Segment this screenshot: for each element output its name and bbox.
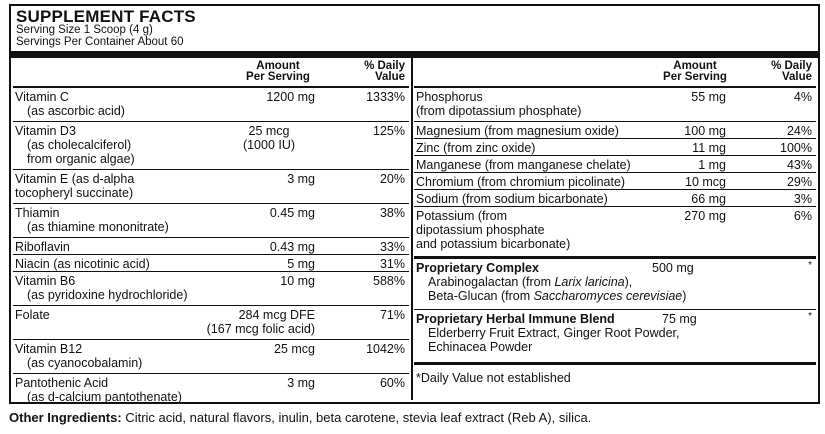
latin-name: Larix laricina	[554, 275, 625, 289]
amount-line1: 25 mcg	[248, 124, 290, 138]
nutrient-amount: 1 mg	[698, 158, 726, 172]
nutrient-dv: 3%	[793, 192, 812, 206]
nutrient-amount: 1200 mg	[266, 90, 315, 104]
left-column	[13, 58, 409, 408]
nutrient-name: Folate	[15, 308, 50, 322]
nutrient-sub: (as thiamine mononitrate)	[27, 220, 169, 234]
dv-header-line2: Value	[781, 71, 812, 83]
blend-dv: *	[808, 260, 812, 271]
text-part: ),	[624, 275, 633, 289]
nutrient-amount: 0.45 mg	[269, 206, 315, 220]
nutrient-sub: (from dipotassium phosphate)	[416, 104, 582, 118]
other-ingredients-label: Other Ingredients:	[9, 410, 122, 425]
nutrient-name: Vitamin E (as d-alpha	[15, 172, 135, 186]
nutrient-row-vitamin-b6	[13, 272, 409, 306]
blend-proprietary-complex	[414, 259, 816, 310]
nutrient-row-sodium	[414, 190, 816, 207]
amount-header	[640, 61, 750, 83]
nutrient-name: Pantothenic Acid	[15, 376, 109, 390]
nutrient-dv: 100%	[780, 141, 812, 155]
nutrient-name: Riboflavin	[15, 240, 70, 254]
blend-name: Proprietary Complex	[416, 261, 539, 275]
nutrient-dv: 33%	[379, 240, 405, 254]
nutrient-name: Vitamin C	[15, 90, 69, 104]
nutrient-sub: tocopheryl succinate)	[15, 186, 134, 200]
footnote: *Daily Value not established	[416, 371, 571, 385]
nutrient-amount: 11 mg	[692, 141, 726, 155]
other-ingredients-text: Citric acid, natural flavors, inulin, beta carotene, stevia leaf extract (Reb A), silica.	[121, 410, 592, 425]
nutrient-row-folate	[13, 306, 409, 340]
nutrient-name: Zinc (from zinc oxide)	[416, 141, 536, 155]
nutrient-row-manganese	[414, 156, 816, 173]
nutrient-dv: 24%	[786, 124, 812, 138]
dv-header-line2: Value	[374, 71, 405, 83]
nutrient-dv: 1042%	[366, 342, 405, 356]
thick-divider	[11, 51, 818, 58]
supplement-facts-panel	[9, 4, 820, 404]
nutrient-sub: (as d-calcium pantothenate)	[27, 390, 182, 404]
nutrient-amount: 3 mg	[287, 376, 315, 390]
nutrient-dv: 38%	[379, 206, 405, 220]
column-header	[414, 58, 816, 88]
nutrient-dv: 125%	[373, 124, 405, 138]
nutrient-dv: 4%	[793, 90, 812, 104]
nutrient-row-pantothenic-acid	[13, 374, 409, 408]
nutrient-row-vitamin-e	[13, 170, 409, 204]
nutrient-row-vitamin-c	[13, 88, 409, 122]
column-divider	[411, 58, 413, 400]
amount-header-line1: Amount	[256, 60, 300, 72]
nutrient-row-phosphorus	[414, 88, 816, 122]
nutrient-amount: 55 mg	[691, 90, 726, 104]
other-ingredients	[9, 410, 591, 425]
blend-dv: *	[808, 311, 812, 322]
serving-size: Serving Size 1 Scoop (4 g)	[16, 24, 153, 36]
nutrient-row-riboflavin	[13, 238, 409, 255]
dv-header	[364, 61, 405, 83]
amount-header-line1: Amount	[673, 60, 717, 72]
nutrient-dv: 31%	[379, 257, 405, 271]
nutrient-name: Vitamin B12	[15, 342, 83, 356]
nutrient-dv: 6%	[793, 209, 812, 223]
nutrient-row-vitamin-b12	[13, 340, 409, 374]
nutrient-amount: 25 mcg	[274, 342, 315, 356]
nutrient-name: Manganese (from manganese chelate)	[416, 158, 631, 172]
nutrient-row-zinc	[414, 139, 816, 156]
nutrient-amount: 10 mg	[280, 274, 315, 288]
nutrient-amount: 3 mg	[287, 172, 315, 186]
text-part: Beta-Glucan (from	[428, 289, 534, 303]
nutrient-row-niacin	[13, 255, 409, 272]
blend-ingredient-line: Echinacea Powder	[428, 340, 533, 354]
latin-name: Saccharomyces cerevisiae	[533, 289, 683, 303]
column-header	[13, 58, 409, 88]
nutrient-row-thiamin	[13, 204, 409, 238]
blend-ingredient-line	[414, 275, 816, 289]
nutrient-sub: (as ascorbic acid)	[27, 104, 125, 118]
nutrient-name: Phosphorus	[416, 90, 483, 104]
amount-line1: 284 mcg DFE	[238, 308, 315, 322]
nutrient-name: Thiamin	[15, 206, 60, 220]
dv-header-line1: % Daily	[771, 60, 812, 72]
blend-ingredient-line: Elderberry Fruit Extract, Ginger Root Powder,	[428, 326, 680, 340]
nutrient-name: Niacin (as nicotinic acid)	[15, 257, 150, 271]
nutrient-row-magnesium	[414, 122, 816, 139]
nutrient-sub: (as cyanocobalamin)	[27, 356, 143, 370]
nutrient-amount: 66 mg	[691, 192, 726, 206]
amount-line2: (1000 IU)	[242, 138, 296, 152]
amount-header-line2: Per Serving	[246, 71, 310, 83]
dv-header-line1: % Daily	[364, 60, 405, 72]
nutrient-name: Magnesium (from magnesium oxide)	[416, 124, 619, 138]
nutrient-sub: (as cholecalciferol) from organic algae)	[27, 138, 135, 166]
nutrient-dv: 20%	[379, 172, 405, 186]
nutrient-dv: 588%	[373, 274, 405, 288]
nutrient-dv: 43%	[786, 158, 812, 172]
text-part: )	[682, 289, 687, 303]
blend-ingredient-line	[414, 289, 816, 303]
blend-amount: 500 mg	[652, 261, 694, 275]
nutrient-sub: dipotassium phosphate and potassium bicarbonate)	[416, 223, 571, 251]
amount-header-line2: Per Serving	[663, 71, 727, 83]
nutrient-name: Sodium (from sodium bicarbonate)	[416, 192, 608, 206]
blend-amount: 75 mg	[662, 312, 697, 326]
nutrient-name: Potassium (from	[416, 209, 507, 223]
nutrient-dv: 71%	[379, 308, 405, 322]
blend-name: Proprietary Herbal Immune Blend	[416, 312, 615, 326]
text-part: Arabinogalactan (from	[428, 275, 555, 289]
amount-header	[223, 61, 333, 83]
nutrient-name: Chromium (from chromium picolinate)	[416, 175, 626, 189]
nutrient-row-chromium	[414, 173, 816, 190]
right-column	[414, 58, 816, 385]
nutrient-dv: 60%	[379, 376, 405, 390]
blend-herbal-immune	[414, 310, 816, 365]
nutrient-amount: 0.43 mg	[269, 240, 315, 254]
nutrient-amount: 270 mg	[684, 209, 726, 223]
nutrient-amount: 10 mcg	[685, 175, 726, 189]
servings-per-container: Servings Per Container About 60	[16, 36, 184, 48]
nutrient-row-vitamin-d3	[13, 122, 409, 170]
panel-title: SUPPLEMENT FACTS	[16, 7, 196, 26]
nutrient-amount	[223, 124, 315, 152]
nutrient-dv: 29%	[786, 175, 812, 189]
nutrient-name: Vitamin D3	[15, 124, 76, 138]
nutrient-amount: 5 mg	[287, 257, 315, 271]
nutrient-amount	[183, 308, 315, 336]
amount-line2: (167 mcg folic acid)	[206, 322, 315, 336]
nutrient-sub: (as pyridoxine hydrochloride)	[27, 288, 188, 302]
nutrient-dv: 1333%	[366, 90, 405, 104]
nutrient-amount: 100 mg	[684, 124, 726, 138]
nutrient-name: Vitamin B6	[15, 274, 76, 288]
nutrient-row-potassium	[414, 207, 816, 259]
dv-header	[771, 61, 812, 83]
